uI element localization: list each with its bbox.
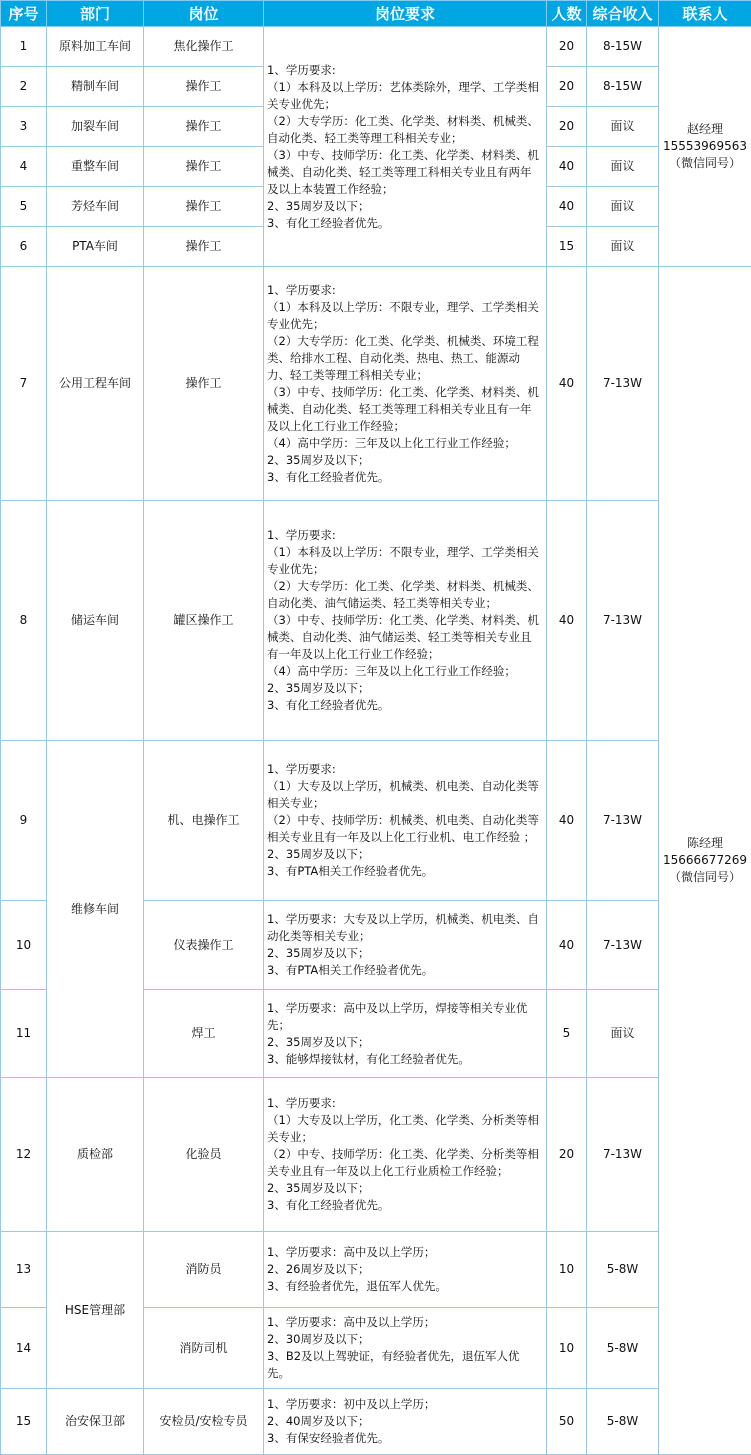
- table-row: [1, 501, 751, 741]
- row-count: 20: [547, 1078, 587, 1232]
- requirements-cell: 1、学历要求：大专及以上学历，机械类、机电类、自动化类等相关专业； 2、35周岁及以下； 3、有PTA相关工作经验者优先。: [264, 901, 547, 990]
- requirements-cell: 1、学历要求：初中及以上学历； 2、40周岁及以下； 3、有保安经验者优先。: [264, 1389, 547, 1455]
- row-no: 3: [1, 107, 47, 147]
- row-post: 操作工: [144, 67, 264, 107]
- row-post: 焊工: [144, 990, 264, 1078]
- row-count: 20: [547, 27, 587, 67]
- row-no: 14: [1, 1308, 47, 1389]
- row-post: 罐区操作工: [144, 501, 264, 741]
- row-dept: 芳烃车间: [47, 187, 144, 227]
- row-no: 5: [1, 187, 47, 227]
- contact-phone: 15666677269: [661, 852, 749, 869]
- row-income: 7-13W: [587, 267, 659, 501]
- row-no: 13: [1, 1232, 47, 1308]
- row-dept: 加裂车间: [47, 107, 144, 147]
- table-row: [1, 741, 751, 901]
- requirements-cell: 1、学历要求：高中及以上学历； 2、30周岁及以下； 3、B2及以上驾驶证，有经验者优先，退伍军人优先。: [264, 1308, 547, 1389]
- row-dept: 重整车间: [47, 147, 144, 187]
- header-count: 人数: [547, 1, 587, 27]
- row-count: 15: [547, 227, 587, 267]
- row-post: 操作工: [144, 267, 264, 501]
- row-count: 40: [547, 901, 587, 990]
- requirements-cell: 1、学历要求: （1）本科及以上学历：艺体类除外，理学、工学类相关专业优先； （2）大专学历：化工类、化学类、材料类、机械类、自动化类、轻工类等理工科相关专业； （3）中专、技师学历：化工类、化学类、材料类、机械类、自动化类、轻工类等理工科相关专业且有两年及以上本装置工作经验； 2、35周岁及以下； 3、有化工经验者优先。: [264, 27, 547, 267]
- table-row: [1, 1389, 751, 1455]
- row-dept: HSE管理部: [47, 1232, 144, 1389]
- row-count: 10: [547, 1232, 587, 1308]
- header-row: [1, 1, 751, 27]
- row-count: 20: [547, 67, 587, 107]
- row-income: 5-8W: [587, 1308, 659, 1389]
- header-dept: 部门: [47, 1, 144, 27]
- row-no: 9: [1, 741, 47, 901]
- row-post: 消防司机: [144, 1308, 264, 1389]
- row-count: 10: [547, 1308, 587, 1389]
- row-income: 面议: [587, 990, 659, 1078]
- row-post: 操作工: [144, 107, 264, 147]
- table-row: [1, 1078, 751, 1232]
- row-income: 5-8W: [587, 1232, 659, 1308]
- requirements-cell: 1、学历要求：高中及以上学历，焊接等相关专业优先； 2、35周岁及以下； 3、能够焊接钛材，有化工经验者优先。: [264, 990, 547, 1078]
- contact-note: （微信同号）: [661, 869, 749, 886]
- row-income: 8-15W: [587, 27, 659, 67]
- header-no: 序号: [1, 1, 47, 27]
- row-income: 面议: [587, 107, 659, 147]
- row-count: 40: [547, 501, 587, 741]
- row-count: 5: [547, 990, 587, 1078]
- row-no: 15: [1, 1389, 47, 1455]
- requirements-cell: 1、学历要求: （1）本科及以上学历：不限专业，理学、工学类相关专业优先； （2）大专学历：化工类、化学类、机械类、环境工程类、给排水工程、自动化类、热电、热工、能源动力、轻工类等理工科相关专业； （3）中专、技师学历：化工类、化学类、材料类、机械类、自动化类、轻工类等理工科相关专业且有一年及以上化工行业工作经验； （4）高中学历：三年及以上化工行业工作经验； 2、35周岁及以下； 3、有化工经验者优先。: [264, 267, 547, 501]
- row-post: 机、电操作工: [144, 741, 264, 901]
- row-no: 10: [1, 901, 47, 990]
- row-post: 操作工: [144, 227, 264, 267]
- row-post: 化验员: [144, 1078, 264, 1232]
- row-count: 40: [547, 267, 587, 501]
- row-income: 7-13W: [587, 501, 659, 741]
- row-income: 面议: [587, 147, 659, 187]
- row-no: 8: [1, 501, 47, 741]
- row-dept: PTA车间: [47, 227, 144, 267]
- row-dept: 储运车间: [47, 501, 144, 741]
- contact-note: （微信同号）: [661, 155, 749, 172]
- header-income: 综合收入: [587, 1, 659, 27]
- row-count: 50: [547, 1389, 587, 1455]
- requirements-cell: 1、学历要求：高中及以上学历； 2、26周岁及以下； 3、有经验者优先，退伍军人优先。: [264, 1232, 547, 1308]
- row-no: 6: [1, 227, 47, 267]
- row-income: 7-13W: [587, 901, 659, 990]
- requirements-cell: 1、学历要求: （1）大专及以上学历，化工类、化学类、分析类等相关专业； （2）中专、技师学历：化工类、化学类、分析类等相关专业且有一年及以上化工行业质检工作经验； 2、35周岁及以下； 3、有化工经验者优先。: [264, 1078, 547, 1232]
- row-count: 20: [547, 107, 587, 147]
- row-post: 操作工: [144, 147, 264, 187]
- contact-name: 陈经理: [661, 835, 749, 852]
- header-requirements: 岗位要求: [264, 1, 547, 27]
- row-post: 焦化操作工: [144, 27, 264, 67]
- row-dept: 原料加工车间: [47, 27, 144, 67]
- row-no: 4: [1, 147, 47, 187]
- table-row: [1, 27, 751, 67]
- row-income: 7-13W: [587, 1078, 659, 1232]
- row-no: 7: [1, 267, 47, 501]
- row-count: 40: [547, 187, 587, 227]
- row-income: 面议: [587, 187, 659, 227]
- table-row: [1, 1232, 751, 1308]
- row-count: 40: [547, 147, 587, 187]
- contact-cell: [659, 267, 751, 1455]
- contact-cell: [659, 27, 751, 267]
- row-income: 5-8W: [587, 1389, 659, 1455]
- header-contact: 联系人: [659, 1, 751, 27]
- header-post: 岗位: [144, 1, 264, 27]
- row-post: 操作工: [144, 187, 264, 227]
- row-income: 面议: [587, 227, 659, 267]
- row-income: 8-15W: [587, 67, 659, 107]
- row-post: 消防员: [144, 1232, 264, 1308]
- requirements-cell: 1、学历要求: （1）大专及以上学历，机械类、机电类、自动化类等相关专业； （2）中专、技师学历：机械类、机电类、自动化类等相关专业且有一年及以上化工行业机、电工作经验 ； 2、35周岁及以下； 3、有PTA相关工作经验者优先。: [264, 741, 547, 901]
- row-post: 安检员/安检专员: [144, 1389, 264, 1455]
- requirements-cell: 1、学历要求: （1）本科及以上学历：不限专业，理学、工学类相关专业优先； （2）大专学历：化工类、化学类、材料类、机械类、自动化类、油气储运类、轻工类等相关专业； （3）中专、技师学历：化工类、化学类、材料类、机械类、自动化类、油气储运类、轻工类等相关专业且有一年及以上化工行业工作经验； （4）高中学历：三年及以上化工行业工作经验； 2、35周岁及以下； 3、有化工经验者优先。: [264, 501, 547, 741]
- row-dept: 维修车间: [47, 741, 144, 1078]
- row-post: 仪表操作工: [144, 901, 264, 990]
- row-no: 11: [1, 990, 47, 1078]
- row-count: 40: [547, 741, 587, 901]
- row-dept: 公用工程车间: [47, 267, 144, 501]
- row-no: 1: [1, 27, 47, 67]
- row-dept: 精制车间: [47, 67, 144, 107]
- row-dept: 质检部: [47, 1078, 144, 1232]
- row-no: 12: [1, 1078, 47, 1232]
- contact-name: 赵经理: [661, 121, 749, 138]
- row-dept: 治安保卫部: [47, 1389, 144, 1455]
- table-row: [1, 267, 751, 501]
- row-no: 2: [1, 67, 47, 107]
- contact-phone: 15553969563: [661, 138, 749, 155]
- row-income: 7-13W: [587, 741, 659, 901]
